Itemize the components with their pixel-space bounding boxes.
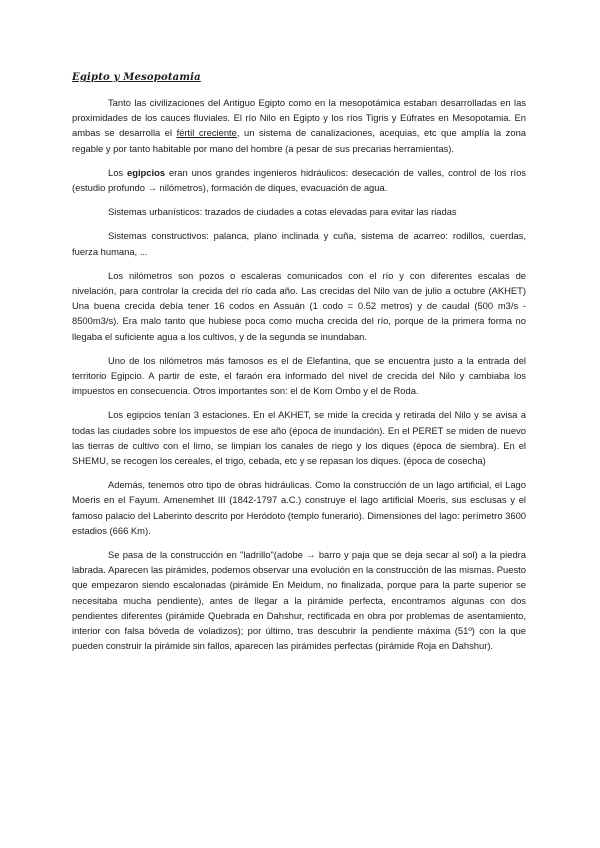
- paragraph-7: Los egipcios tenían 3 estaciones. En el AKHET, se mide la crecida y retirada del Nilo y se avisa a todas las ciudades sobre los impuestos de ese año (época de inundación). En el PERET se miden de nuevo las tierras de cultivo con el limo, se limpian los canales de riego y los diques (época de siembra). En el SHEMU, se recogen los cereales, el trigo, cebada, etc y se repasan los diques. (época de cosecha): [72, 409, 526, 467]
- paragraph-2-text-b: eran unos grandes ingenieros hidráulicos: desecación de valles, control de los ríos (estudio profundo → nilómetros), formación de diques, evacuación de agua.: [72, 166, 526, 194]
- paragraph-1-text-b: , un sistema de canalizaciones, acequias, etc que amplía la zona regable y por tanto habitable por mano del hombre (a pesar de sus precarias herramientas).: [72, 127, 526, 154]
- paragraph-1-text-a: Tanto las civilizaciones del Antiguo Egipto como en la mesopotámica estaban desarrolladas en las proximidades de los cauces fluviales. El río Nilo en Egipto y los ríos Tigris y Eúfrates en Mesopotamia. En ambas se desarrolla el: [72, 97, 526, 139]
- paragraph-2: [72, 165, 526, 195]
- paragraph-4: Sistemas constructivos: palanca, plano inclinada y cuña, sistema de acarreo: rodillos, cuerdas, fuerza humana, ...: [72, 230, 526, 257]
- paragraph-3: Sistemas urbanísticos: trazados de ciudades a cotas elevadas para evitar las riadas: [108, 206, 457, 218]
- paragraph-9: Se pasa de la construcción en "ladrillo"(adobe → barro y paja que se deja secar al sol) a la piedra labrada. Aparecen las pirámides, podemos observar una evolución en la construcción de las mismas. Puesto que empezaron siendo escalonadas (pirámide En Meidum, no finalizada, porque para la parte superior se necesitaba mucha pendiente), antes de llegar a la pirámide perfecta, encontramos algunas con dos pendientes diferentes (pirámide Quebrada en Dahshur, rectificada en obra por problemas de asentamiento, interior con falsa bóveda de voladizos); por último, tras descubrir la pendiente máxima (51º) con la que pueden construir la pirámide sin fallos, aparecen las pirámides perfectas (pirámide Roja en Dahshur).: [72, 549, 526, 652]
- paragraph-2-text-a: Los: [108, 166, 128, 178]
- paragraph-5: Los nilómetros son pozos o escaleras comunicados con el río y con diferentes escalas de nivelación, para controlar la crecida del río cada año. Las crecidas del Nilo van de julio a octubre (AKHET) Una buena crecida debía tener 16 codos en Assuán (1 codo = 0.52 metros) y de caudal (500 m3/s - 8500m3/s). Era malo tanto que hubiese poca como mucha crecida del río, porque de la primera forma no llegaba el suficiente agua a los cultivos, y de la segunda se inundaban.: [72, 269, 526, 342]
- egipcios-term: egipcios: [127, 166, 166, 178]
- paragraph-8: Además, tenemos otro tipo de obras hidráulicas. Como la construcción de un lago artificial, el Lago Moeris en el Fayum. Amenemhet III (1842-1797 a.C.) construye el lago artificial Moeris, sus esclusas y el famoso palacio del Laberinto descrito por Heródoto (templo funerario). Dimensiones del lago: perímetro 3600 estadios (666 Km).: [72, 479, 526, 536]
- paragraph-1: [72, 95, 526, 156]
- fertil-creciente-term: fértil creciente: [176, 127, 237, 139]
- document-page: [72, 72, 526, 654]
- document-title: Egipto y Mesopotamia: [72, 72, 201, 83]
- paragraph-6: Uno de los nilómetros más famosos es el de Elefantina, que se encuentra justo a la entrada del territorio Egipcio. A partir de este, el faraón era informado del nivel de crecida del Nilo y cambiaba los impuestos en consecuencia. Otros importantes son: el de Kom Ombo y el de Roda.: [72, 354, 526, 397]
